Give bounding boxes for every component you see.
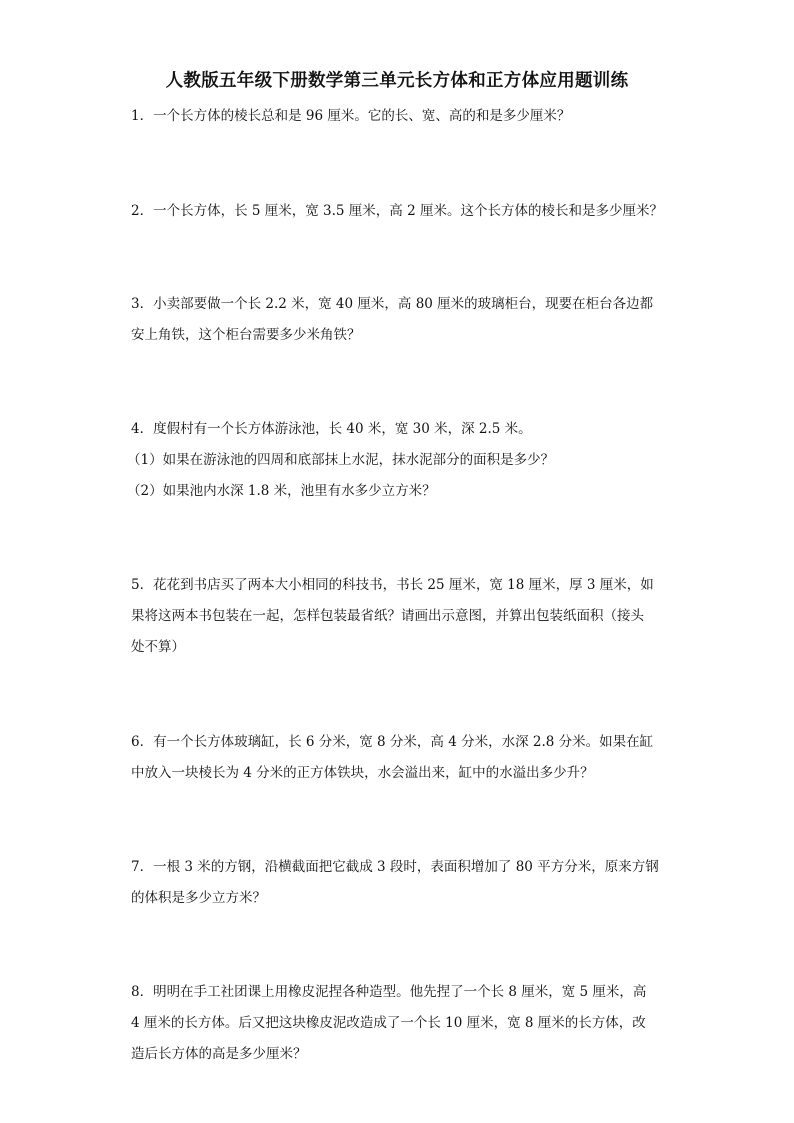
question-6-line-2: 中放入一块棱长为 4 分米的正方体铁块，水会溢出来，缸中的水溢出多少升？ [131, 765, 594, 781]
question-4-line-1: 4．度假村有一个长方体游泳池，长 40 米，宽 30 米，深 2.5 米。 [131, 421, 532, 437]
question-2 [131, 196, 661, 227]
question-4 [127, 414, 661, 507]
question-7-line-1: 7．一根 3 米的方钢，沿横截面把它截成 3 段时，表面积增加了 80 平方分米，原来方钢 [131, 859, 659, 875]
question-7 [131, 852, 661, 914]
question-2-line-1: 2．一个长方体，长 5 厘米，宽 3.5 厘米，高 2 厘米。这个长方体的棱长和是多少厘米？ [131, 203, 663, 219]
question-4-subquestion-1: （1）如果在游泳池的四周和底部抹上水泥，抹水泥部分的面积是多少？ [127, 452, 555, 468]
question-6 [131, 727, 661, 789]
question-8 [131, 977, 661, 1070]
question-6-line-1: 6．有一个长方体玻璃缸，长 6 分米，宽 8 分米，高 4 分米，水深 2.8 分米。如果在缸 [131, 734, 654, 750]
question-5 [131, 570, 661, 663]
question-5-line-1: 5．花花到书店买了两本大小相同的科技书，书长 25 厘米，宽 18 厘米，厚 3 厘米，如 [131, 577, 654, 593]
question-3-line-1: 3．小卖部要做一个长 2.2 米，宽 40 厘米，高 80 厘米的玻璃柜台，现要在柜台各边都 [131, 296, 654, 312]
question-8-line-2: 4 厘米的长方体。后又把这块橡皮泥改造成了一个长 10 厘米，宽 8 厘米的长方体，改 [131, 1015, 646, 1031]
question-5-line-2: 果将这两本书包装在一起，怎样包装最省纸？请画出示意图，并算出包装纸面积（接头 [131, 608, 644, 624]
question-4-subquestion-2: （2）如果池内水深 1.8 米，池里有水多少立方米？ [127, 483, 436, 499]
question-3 [131, 289, 661, 351]
question-8-line-1: 8．明明在手工社团课上用橡皮泥捏各种造型。他先捏了一个长 8 厘米，宽 5 厘米，高 [131, 984, 647, 1000]
question-7-line-2: 的体积是多少立方米？ [131, 890, 266, 906]
page-title: 人教版五年级下册数学第三单元长方体和正方体应用题训练 [165, 71, 629, 91]
question-3-line-2: 安上角铁，这个柜台需要多少米角铁？ [131, 327, 361, 343]
question-5-line-3: 处不算） [131, 639, 185, 655]
question-8-line-3: 造后长方体的高是多少厘米？ [131, 1046, 307, 1062]
question-1-line-1: 1．一个长方体的棱长总和是 96 厘米。它的长、宽、高的和是多少厘米？ [131, 108, 571, 124]
question-1 [131, 101, 661, 132]
